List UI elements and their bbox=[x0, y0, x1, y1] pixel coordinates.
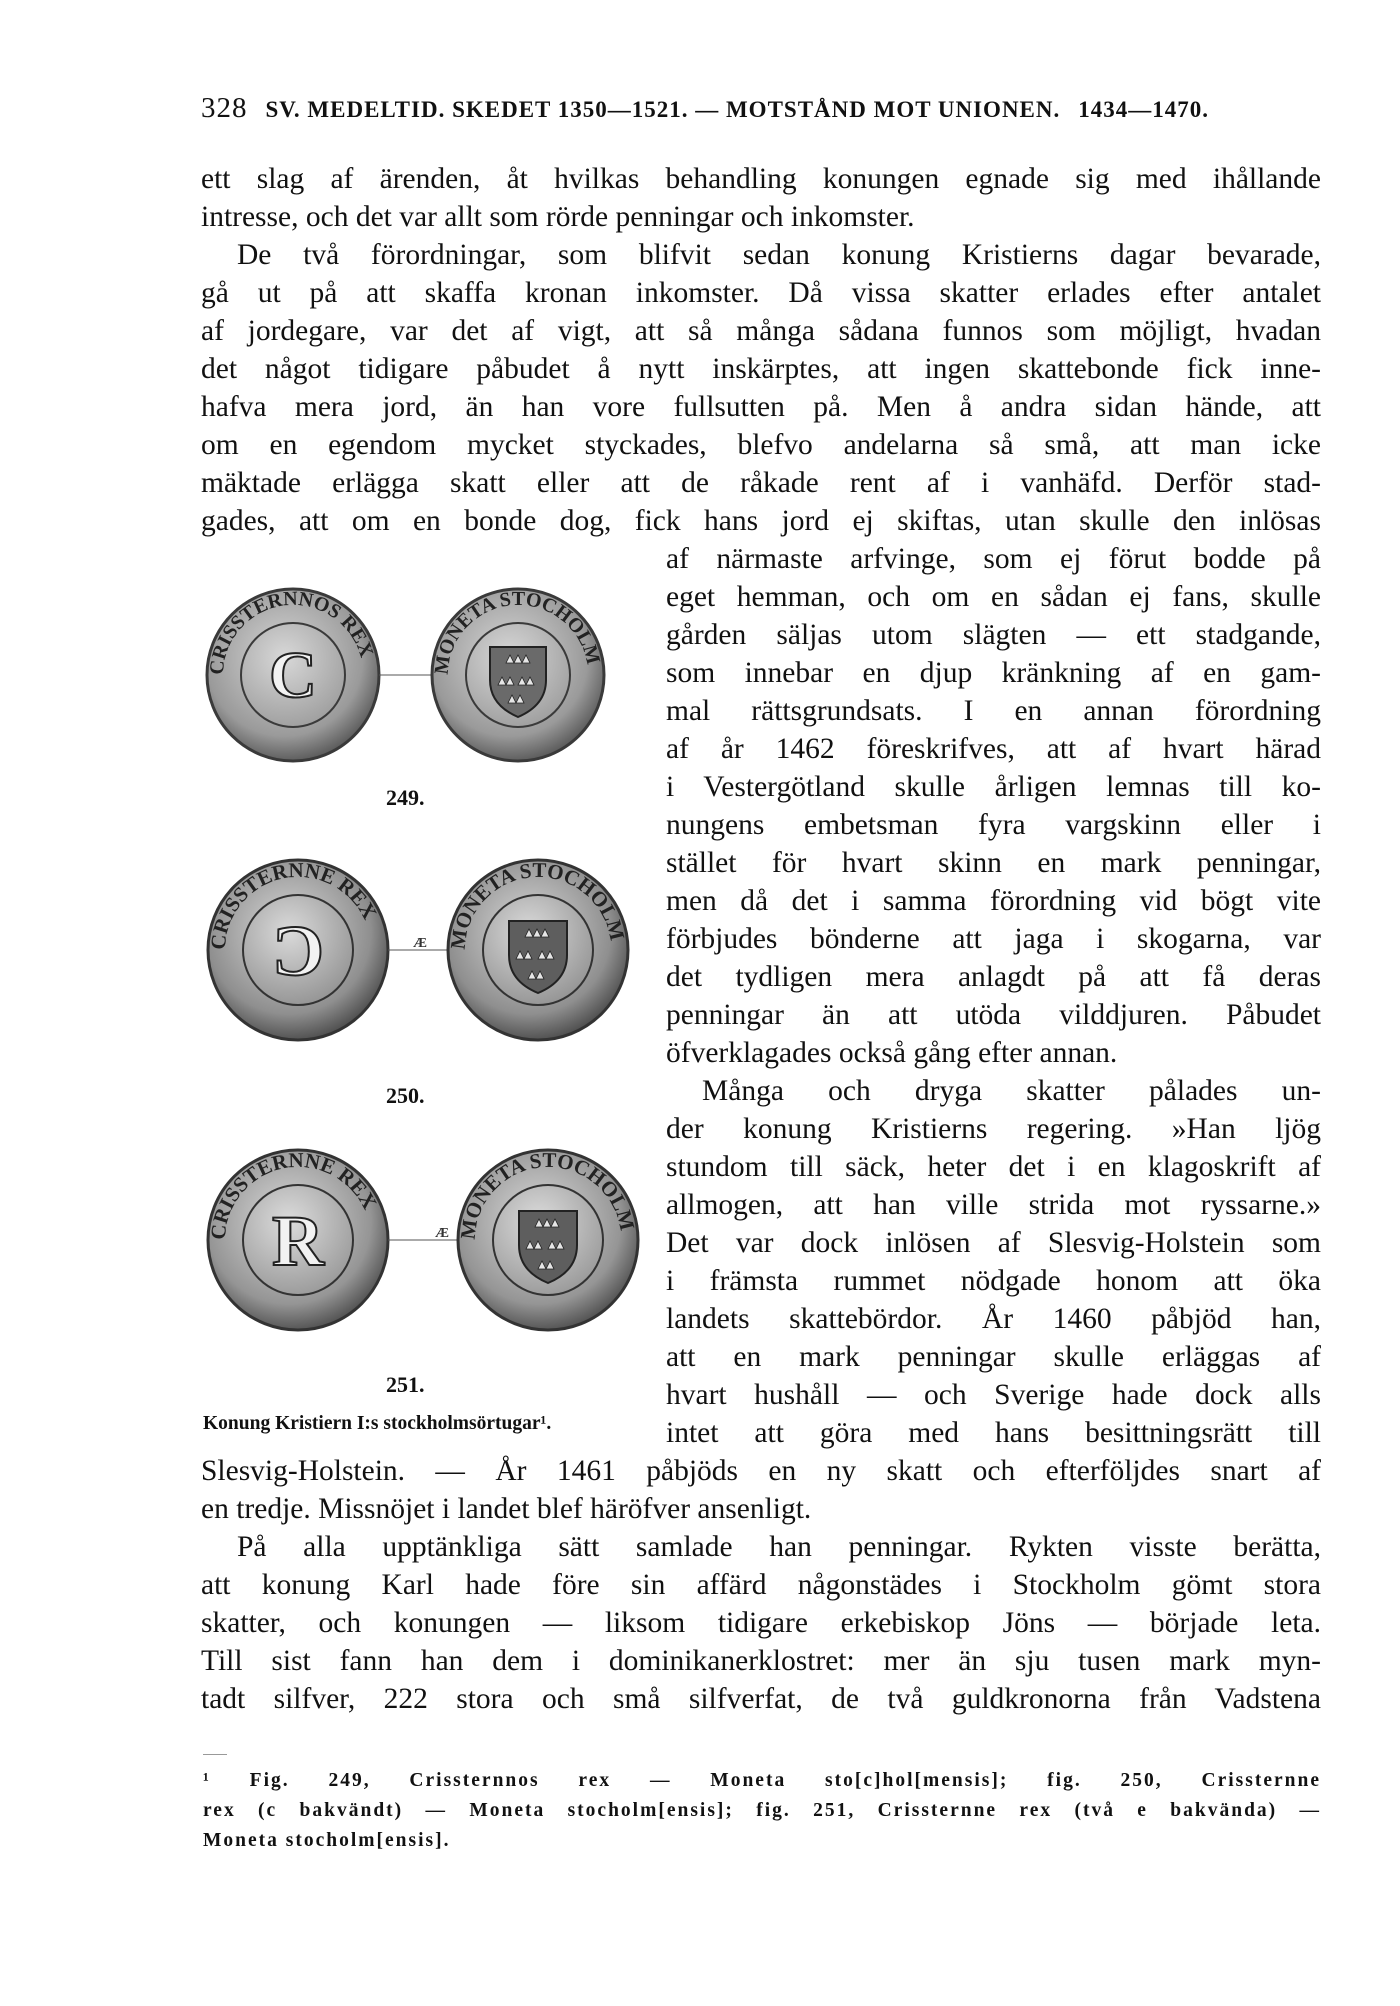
text-line: om en egendom mycket styckades, blefvo andelarna så små, att man icke bbox=[201, 429, 1321, 461]
svg-text:R: R bbox=[272, 1201, 324, 1281]
svg-text:Æ: Æ bbox=[413, 936, 427, 951]
text-line: eget hemman, och om en sådan ej fans, skulle bbox=[666, 581, 1321, 613]
text-line: att en mark penningar skulle erläggas af bbox=[666, 1341, 1321, 1373]
header-title: SV. MEDELTID. SKEDET 1350—1521. — MOTSTÅND MOT UNIONEN. bbox=[265, 97, 1061, 122]
text-line: men då det i samma förordning vid bögt vite bbox=[666, 885, 1321, 917]
figure-number-250: 250. bbox=[386, 1083, 425, 1108]
text-line: som innebar en djup kränkning af en gam- bbox=[666, 657, 1321, 689]
page-number: 328 bbox=[201, 92, 248, 124]
text-line: mal rättsgrundsats. I en annan förordning bbox=[666, 695, 1321, 727]
svg-text:CRISSTERNNOS REX: CRISSTERNNOS REX bbox=[205, 587, 378, 676]
text-line: tadt silfver, 222 stora och små silfverfat, de två guldkronorna från Vadstena bbox=[201, 1683, 1321, 1715]
text-line: Många och dryga skatter pålades un- bbox=[702, 1075, 1321, 1107]
footnote-line: Moneta stocholm[ensis]. bbox=[203, 1830, 451, 1851]
text-line: af år 1462 föreskrifves, att af hvart härad bbox=[666, 733, 1321, 765]
svg-text:MONETA STOCHOLM: MONETA STOCHOLM bbox=[430, 587, 605, 676]
text-line: det tydligen mera anlagdt på att få deras bbox=[666, 961, 1321, 993]
text-line: i främsta rummet nödgade honom att öka bbox=[666, 1265, 1321, 1297]
text-line: hafva mera jord, än han vore fullsutten på. Men å andra sidan hände, att bbox=[201, 391, 1321, 423]
text-line: gades, att om en bonde dog, fick hans jord ej skiftas, utan skulle den inlösas bbox=[201, 505, 1321, 537]
text-line: af jordegare, var det af vigt, att så många sådana funnos som möjligt, hvadan bbox=[201, 315, 1321, 347]
text-line: der konung Kristierns regering. »Han ljög bbox=[666, 1113, 1321, 1145]
text-line: förbjudes bönderne att jaga i skogarna, var bbox=[666, 923, 1321, 955]
text-line: intresse, och det var allt som rörde penningar och inkomster. bbox=[201, 201, 915, 233]
coin-figure-249 bbox=[203, 585, 633, 770]
text-line: Det var dock inlösen af Slesvig-Holstein som bbox=[666, 1227, 1321, 1259]
running-header bbox=[201, 92, 1321, 125]
figure-number-251: 251. bbox=[386, 1372, 425, 1397]
text-line: Slesvig-Holstein. — År 1461 påbjöds en ny skatt och efterföljdes snart af bbox=[201, 1455, 1321, 1487]
svg-text:Æ: Æ bbox=[435, 1226, 449, 1241]
text-line: stundom till säck, heter det i en klagoskrift af bbox=[666, 1151, 1321, 1183]
header-year-range: 1434—1470. bbox=[1078, 97, 1210, 122]
text-line: af närmaste arfvinge, som ej förut bodde på bbox=[666, 543, 1321, 575]
text-line: hvart hushåll — och Sverige hade dock alls bbox=[666, 1379, 1321, 1411]
svg-text:MONETA STOCHOLM: MONETA STOCHOLM bbox=[455, 1147, 640, 1241]
footnote-rule bbox=[203, 1754, 227, 1755]
text-line: intet att göra med hans besittningsrätt till bbox=[666, 1417, 1321, 1449]
coin-pair-250-image bbox=[203, 855, 653, 1045]
coin-pair-251-image bbox=[203, 1145, 663, 1335]
text-line: skatter, och konungen — liksom tidigare erkebiskop Jöns — började leta. bbox=[201, 1607, 1321, 1639]
text-line: mäktade erlägga skatt eller att de råkade rent af i vanhäfd. Derför stad- bbox=[201, 467, 1321, 499]
text-line: stället för hvart skinn en mark penningar, bbox=[666, 847, 1321, 879]
text-line: allmogen, att han ville strida mot ryssarne.» bbox=[666, 1189, 1321, 1221]
svg-text:MONETA STOCHOLM: MONETA STOCHOLM bbox=[445, 857, 630, 951]
text-line: gården säljas utom slägten — ett stadgande, bbox=[666, 619, 1321, 651]
text-line: att konung Karl hade före sin affärd någonstädes i Stockholm gömt stora bbox=[201, 1569, 1321, 1601]
svg-text:C: C bbox=[269, 639, 317, 712]
coin-figure-251 bbox=[203, 1145, 663, 1340]
text-line: På alla upptänkliga sätt samlade han penningar. Rykten visste berätta, bbox=[237, 1531, 1321, 1563]
svg-text:CRISSTERNNE REX: CRISSTERNNE REX bbox=[205, 1147, 382, 1241]
text-line: i Vestergötland skulle årligen lemnas till ko- bbox=[666, 771, 1321, 803]
text-line: öfverklagades också gång efter annan. bbox=[666, 1037, 1118, 1069]
text-line: nungens embetsman fyra vargskinn eller i bbox=[666, 809, 1321, 841]
footnote-line: ¹ Fig. 249, Crissternnos rex — Moneta sto[c]hol[mensis]; fig. 250, Crissternne bbox=[203, 1770, 1321, 1791]
text-line: landets skattebördor. År 1460 påbjöd han, bbox=[666, 1303, 1321, 1335]
figure-number-249: 249. bbox=[386, 785, 425, 810]
text-line: en tredje. Missnöjet i landet blef häröfver ansenligt. bbox=[201, 1493, 812, 1525]
figure-caption: Konung Kristiern I:s stockholmsörtugar¹. bbox=[203, 1413, 552, 1434]
footnote-line: rex (c bakvändt) — Moneta stocholm[ensis]; fig. 251, Crissternne rex (två e bakvända) — bbox=[203, 1800, 1321, 1821]
text-line: Till sist fann han dem i dominikanerklostret: mer än sju tusen mark myn- bbox=[201, 1645, 1321, 1677]
svg-text:C: C bbox=[272, 911, 324, 991]
coin-pair-249-image bbox=[203, 585, 633, 765]
text-line: penningar än att utöda vilddjuren. Påbudet bbox=[666, 999, 1321, 1031]
text-line: ett slag af ärenden, åt hvilkas behandling konungen egnade sig med ihållande bbox=[201, 163, 1321, 195]
text-line: gå ut på att skaffa kronan inkomster. Då vissa skatter erlades efter antalet bbox=[201, 277, 1321, 309]
coin-figure-250 bbox=[203, 855, 653, 1050]
svg-text:CRISSTERNNE REX: CRISSTERNNE REX bbox=[205, 857, 382, 951]
text-line: det något tidigare påbudet å nytt inskärptes, att ingen skattebonde fick inne- bbox=[201, 353, 1321, 385]
text-line: De två förordningar, som blifvit sedan konung Kristierns dagar bevarade, bbox=[237, 239, 1321, 271]
